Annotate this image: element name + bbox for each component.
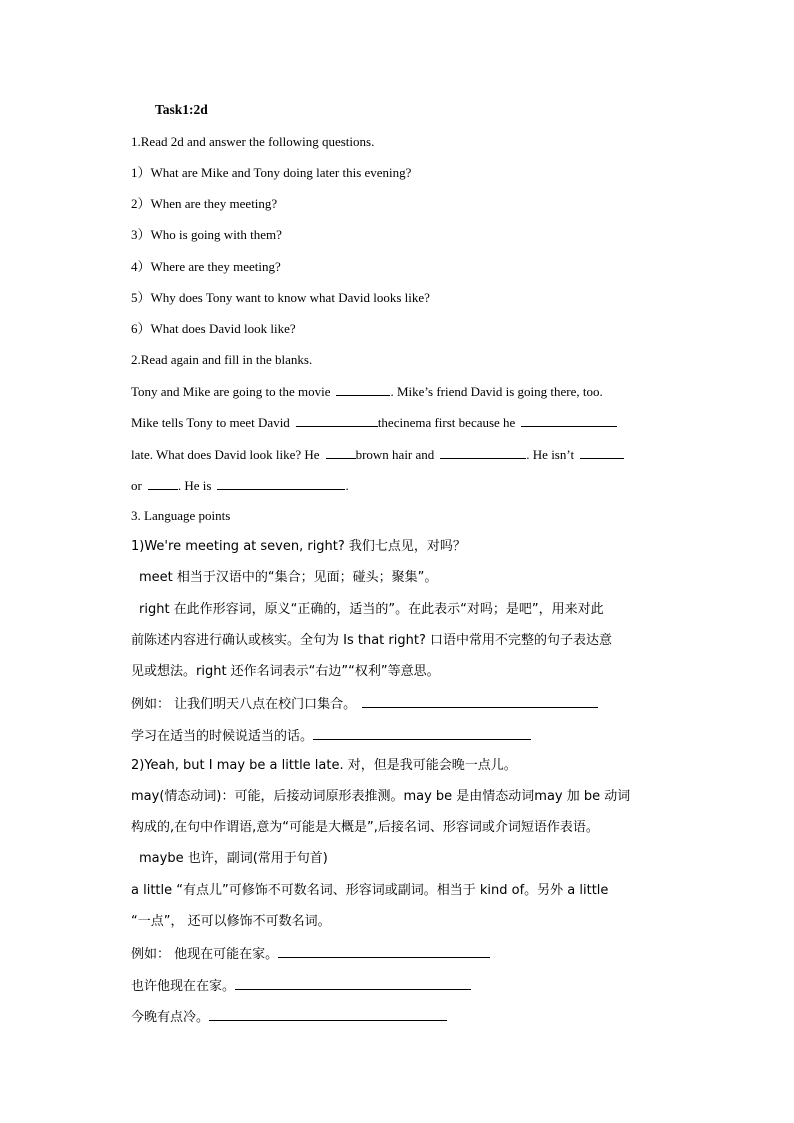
point-2: 2)Yeah, but I may be a little late. 对，但是我可能会晚一点儿。 (131, 758, 517, 773)
answer-field[interactable] (362, 694, 598, 708)
blank-field[interactable] (148, 476, 178, 490)
a-little-note-line-1: a little “有点儿”可修饰不可数名词、形容词或副词。相当于 kind of。另外 a little (131, 883, 609, 898)
meet-note: meet 相当于汉语中的“集合；见面；碰头；聚集”。 (139, 570, 438, 585)
fill-text: thecinema first because he (377, 415, 516, 430)
fill-text: or (131, 478, 142, 493)
point-1: 1)We're meeting at seven, right? 我们七点见，对吗？ (131, 539, 466, 554)
question-6: 6）What does David look like? (131, 321, 296, 336)
question-4: 4）Where are they meeting? (131, 259, 281, 274)
question-2: 2）When are they meeting? (131, 196, 278, 211)
example-1b (131, 726, 531, 746)
example-2a (131, 944, 490, 964)
answer-field[interactable] (278, 944, 490, 958)
maybe-note: maybe 也许，副词(常用于句首) (139, 851, 328, 866)
right-note-line-2: 前陈述内容进行确认或核实。全句为 Is that right? 口语中常用不完整的句子表达意 (131, 633, 612, 648)
fill-line-4 (131, 476, 349, 495)
section2-heading: 2.Read again and fill in the blanks. (131, 352, 313, 367)
fill-line-2 (131, 413, 617, 432)
example-text: 例如： 他现在可能在家。 (131, 947, 279, 962)
example-2c (131, 1007, 447, 1027)
answer-field[interactable] (209, 1007, 447, 1021)
example-text: 也许他现在在家。 (131, 979, 236, 994)
may-note-line-2: 构成的,在句中作谓语,意为“可能是大概是”,后接名词、形容词或介词短语作表语。 (131, 820, 599, 835)
fill-text: late. What does David look like? He (131, 447, 320, 462)
question-1: 1）What are Mike and Tony doing later this evening? (131, 165, 412, 180)
question-3: 3）Who is going with them? (131, 227, 282, 242)
task-title: Task1:2d (155, 102, 208, 117)
answer-field[interactable] (235, 976, 471, 990)
blank-field[interactable] (521, 413, 617, 427)
fill-line-1 (131, 382, 603, 401)
fill-text: . Mike’s friend David is going there, too. (390, 384, 603, 399)
may-note-line-1: may(情态动词)：可能，后接动词原形表推测。may be 是由情态动词may 加 be 动词 (131, 789, 631, 804)
fill-text: . He isn’t (526, 447, 575, 462)
fill-text: Tony and Mike are going to the movie (131, 384, 331, 399)
fill-text: Mike tells Tony to meet David (131, 415, 290, 430)
blank-field[interactable] (326, 445, 356, 459)
question-5: 5）Why does Tony want to know what David looks like? (131, 290, 430, 305)
example-1a (131, 694, 598, 714)
section1-heading: 1.Read 2d and answer the following questions. (131, 134, 375, 149)
fill-text: brown hair and (355, 447, 435, 462)
section3-heading: 3. Language points (131, 508, 231, 523)
fill-text: . He is (177, 478, 212, 493)
a-little-note-line-2: “一点”， 还可以修饰不可数名词。 (131, 914, 331, 929)
blank-field[interactable] (217, 476, 345, 490)
blank-field[interactable] (336, 382, 390, 396)
example-text: 例如： 让我们明天八点在校门口集合。 (131, 697, 357, 712)
fill-line-3 (131, 445, 624, 464)
fill-text: . (345, 478, 349, 493)
answer-field[interactable] (313, 726, 531, 740)
blank-field[interactable] (440, 445, 526, 459)
blank-field[interactable] (296, 413, 378, 427)
right-note-line-3: 见或想法。right 还作名词表示“右边”“权利”等意思。 (131, 664, 440, 679)
example-text: 学习在适当的时候说适当的话。 (131, 729, 314, 744)
right-note-line-1: right 在此作形容词，原义“正确的，适当的”。在此表示“对吗；是吧”，用来对此 (139, 602, 604, 617)
blank-field[interactable] (580, 445, 624, 459)
example-text: 今晚有点冷。 (131, 1010, 210, 1025)
example-2b (131, 976, 471, 996)
